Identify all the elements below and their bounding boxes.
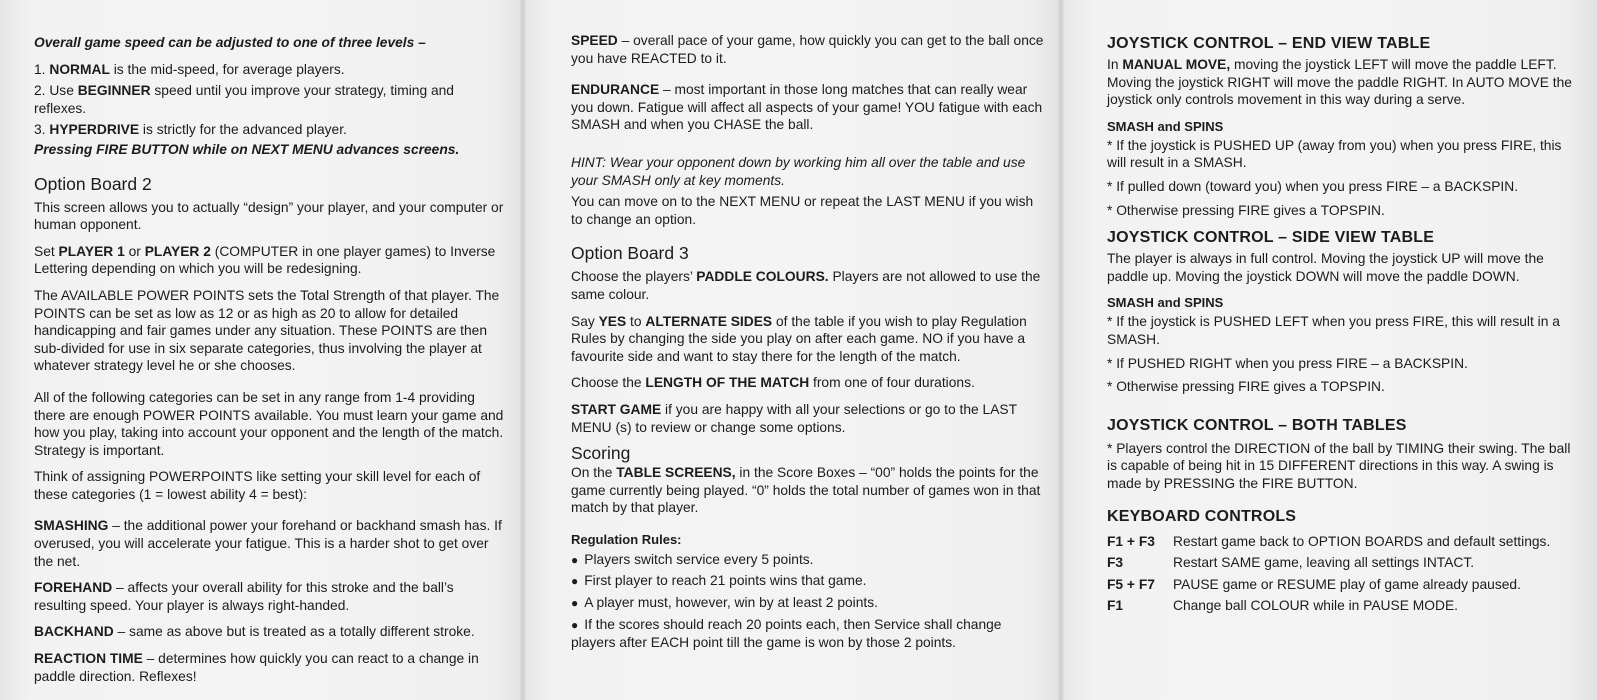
level-hyperdrive: 3. HYPERDRIVE is strictly for the advanced player.: [34, 122, 347, 138]
rule-item: ● If the scores should reach 20 points each, then Service shall change players after EACH point till the game is won by those 2 points.: [571, 616, 1047, 652]
board2-categories-range: All of the following categories can be set in any range from 1-4 providing there are enough POWER POINTS available. You must learn your game and how you play, taking into account your opponent and the length of the match. Strategy is important.: [34, 389, 504, 458]
start-game-text: START GAME if you are happy with all your selections or go to the LAST MENU (s) to review or change some options.: [571, 401, 1017, 435]
fire-button-note: Pressing FIRE BUTTON while on NEXT MENU advances screens.: [34, 141, 460, 157]
category-endurance: ENDURANCE – most important in those long matches that can really wear you down. Fatigue will affect all aspects of your game! YOU fatigue with each SMASH and when you CHASE the ball.: [571, 82, 1043, 133]
match-length-text: Choose the LENGTH OF THE MATCH from one of four durations.: [571, 375, 975, 391]
keyboard-controls-title: KEYBOARD CONTROLS: [1107, 507, 1297, 525]
fold-crease: [1057, 0, 1065, 700]
keyboard-controls-list: [1107, 533, 1577, 615]
category-backhand: BACKHAND – same as above but is treated as a totally different stroke.: [34, 624, 475, 640]
hint-text: HINT: Wear your opponent down by working him all over the table and use your SMASH only at key moments.: [571, 154, 1026, 188]
key-row: F5 + F7 PAUSE game or RESUME play of game already paused.: [1107, 576, 1521, 592]
smash-spins-title: SMASH and SPINS: [1107, 295, 1224, 311]
smash-spins-title: SMASH and SPINS: [1107, 118, 1224, 134]
key-row: F1 Change ball COLOUR while in PAUSE MODE.: [1107, 598, 1458, 614]
rule-item: ● Players switch service every 5 points.: [571, 551, 1047, 570]
scoring-title: Scoring: [571, 443, 631, 464]
smash-item: * If pulled down (toward you) when you press FIRE – a BACKSPIN.: [1107, 178, 1519, 194]
board2-intro: This screen allows you to actually “design” your player, and your computer or human opponent.: [34, 199, 504, 233]
rule-item: ● A player must, however, win by at least 2 points.: [571, 594, 1047, 613]
side-view-text: The player is always in full control. Moving the joystick UP will move the paddle up. Moving the joystick DOWN will move the paddle DOWN.: [1107, 251, 1544, 284]
category-reaction-time: REACTION TIME – determines how quickly you can react to a change in paddle direction. Reflexes!: [34, 651, 479, 684]
level-beginner: 2. Use BEGINNER speed until you improve your strategy, timing and reflexes.: [34, 83, 454, 116]
smash-item: * If the joystick is PUSHED UP (away from you) when you press FIRE, this will result in a SMASH.: [1107, 137, 1562, 171]
category-forehand: FOREHAND – affects your overall ability for this stroke and the ball’s resulting speed. Your player is always right-handed.: [34, 580, 454, 613]
board2-players: Set PLAYER 1 or PLAYER 2 (COMPUTER in one player games) to Inverse Lettering depending on which you will be redesigning.: [34, 243, 496, 277]
both-tables-title: JOYSTICK CONTROL – BOTH TABLES: [1107, 416, 1407, 434]
regulation-rules-title: Regulation Rules:: [571, 531, 682, 547]
panel-left: [0, 0, 523, 700]
smash-item: * If PUSHED RIGHT when you press FIRE – a BACKSPIN.: [1107, 355, 1468, 371]
rule-item: ● First player to reach 21 points wins that game.: [571, 572, 1047, 591]
smash-item: * Otherwise pressing FIRE gives a TOPSPIN.: [1107, 202, 1385, 218]
speed-levels-heading: Overall game speed can be adjusted to one of three levels –: [34, 35, 426, 50]
option-board-3-title: Option Board 3: [571, 243, 689, 264]
smash-item: * Otherwise pressing FIRE gives a TOPSPIN.: [1107, 379, 1385, 395]
option-board-2-title: Option Board 2: [34, 173, 152, 194]
level-normal: 1. NORMAL is the mid-speed, for average players.: [34, 61, 345, 77]
scoring-text: On the TABLE SCREENS, in the Score Boxes – “00” holds the points for the game currently being played. “0” holds the total number of games won in that match by that player.: [571, 465, 1041, 516]
smash-item: * If the joystick is PUSHED LEFT when you press FIRE, this will result in a SMASH.: [1107, 314, 1560, 347]
key-row: F1 + F3 Restart game back to OPTION BOARDS and default settings.: [1107, 533, 1551, 549]
next-menu-text: You can move on to the NEXT MENU or repeat the LAST MENU if you wish to change an option.: [571, 194, 1034, 227]
end-view-title: JOYSTICK CONTROL – END VIEW TABLE: [1107, 35, 1431, 52]
category-speed: SPEED – overall pace of your game, how quickly you can get to the ball once you have REACTED to it.: [571, 33, 1044, 66]
key-row: F3 Restart SAME game, leaving all settings INTACT.: [1107, 555, 1475, 571]
end-view-text: In MANUAL MOVE, moving the joystick LEFT will move the paddle LEFT. Moving the joystick RIGHT will move the paddle RIGHT. In AUTO MOVE the joystick only controls movement in this way during a serve.: [1107, 57, 1572, 108]
panel-middle: [523, 0, 1061, 700]
both-tables-text: * Players control the DIRECTION of the ball by TIMING their swing. The ball is capable of being hit in 15 DIFFERENT directions in this way. A swing is made by PRESSING the FIRE BUTTON.: [1107, 440, 1571, 491]
fold-crease: [519, 0, 527, 700]
category-smashing: SMASHING – the additional power your forehand or backhand smash has. If overused, you will accelerate your fatigue. This is a harder shot to get over the net.: [34, 518, 502, 569]
side-view-title: JOYSTICK CONTROL – SIDE VIEW TABLE: [1107, 229, 1435, 247]
panel-right: [1061, 0, 1597, 700]
board2-skill-levels: Think of assigning POWERPOINTS like setting your skill level for each of these categories (1 = lowest ability 4 = best):: [34, 469, 481, 502]
paddle-colours-text: Choose the players’ PADDLE COLOURS. Players are not allowed to use the same colour.: [571, 269, 1041, 302]
board2-power-points: The AVAILABLE POWER POINTS sets the Total Strength of that player. The POINTS can be set as low as 12 or as high as 20 to allow for detailed handicapping and fair games under any situation. These POINTS are then sub-divided for use in six separate categories, thus involving the player at whatever strategy level he or she chooses.: [34, 287, 500, 374]
alternate-sides-text: Say YES to ALTERNATE SIDES of the table if you wish to play Regulation Rules by changing the side you play on after each game. NO if you have a favourite side and want to stay there for the length of the match.: [571, 313, 1027, 364]
